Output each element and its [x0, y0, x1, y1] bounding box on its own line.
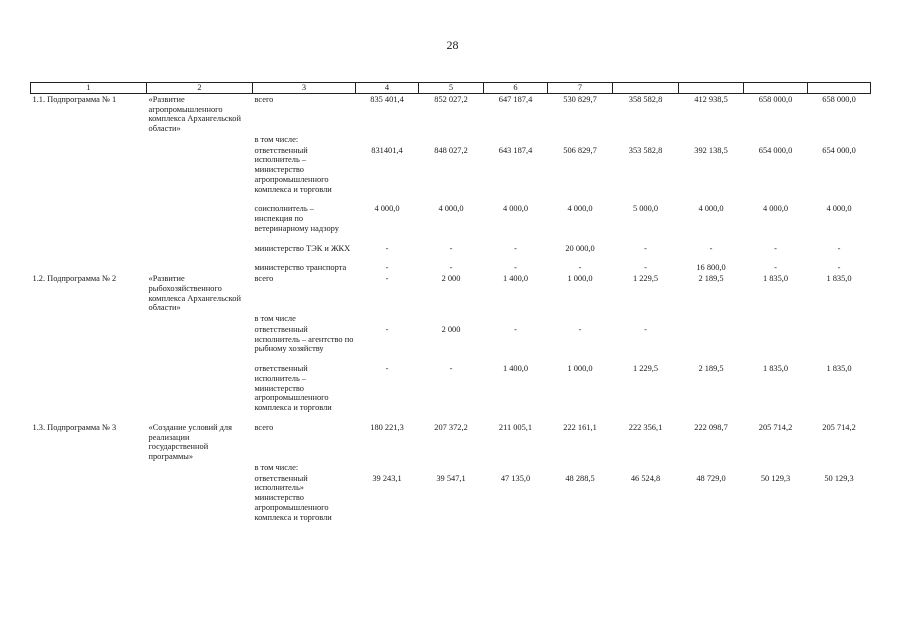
- subprogram-name-cell: «Развитие рыбохозяйственного комплекса Архангельской области»: [148, 274, 241, 313]
- column-header: 6: [484, 83, 548, 94]
- amount-cell: 392 138,5: [694, 145, 728, 155]
- subprogram-name-cell: «Создание условий для реализации государственной программы»: [148, 422, 232, 461]
- executor-cell: всего: [254, 274, 274, 283]
- table-row: [31, 273, 871, 313]
- table-row: [31, 422, 871, 462]
- amount-cell: [808, 313, 871, 324]
- amount-cell: [808, 134, 871, 145]
- amount-cell: 16 800,0: [696, 263, 726, 273]
- amount-cell: 358 582,8: [628, 94, 663, 104]
- subprogram-name-cell: [147, 243, 253, 254]
- subprogram-name-cell: [147, 145, 253, 195]
- amount-cell: [679, 313, 744, 324]
- amount-cell: -: [578, 324, 582, 334]
- executor-cell: всего: [254, 422, 274, 432]
- spacer-row: [31, 354, 871, 363]
- table-row: [31, 462, 871, 473]
- amount-cell: 2 000: [441, 324, 461, 334]
- amount-cell: -: [385, 243, 389, 253]
- subprogram-number-cell: 1.1. Подпрограмма № 1: [32, 94, 117, 104]
- amount-cell: -: [774, 243, 777, 253]
- amount-cell: 222 356,1: [628, 422, 663, 432]
- amount-cell: 46 524,8: [630, 473, 661, 483]
- amount-cell: 4 000,0: [438, 204, 464, 214]
- amount-cell: -: [449, 243, 453, 253]
- amount-cell: -: [449, 263, 453, 273]
- amount-cell: 654 000,0: [822, 145, 856, 155]
- amount-cell: -: [514, 243, 517, 253]
- amount-cell: 506 829,7: [563, 145, 597, 155]
- amount-cell: 658 000,0: [758, 94, 793, 104]
- amount-cell: [744, 462, 808, 473]
- amount-cell: 852 027,2: [434, 94, 468, 104]
- amount-cell: 205 714,2: [758, 422, 793, 432]
- subprogram-name-cell: [147, 473, 253, 523]
- amount-cell: 1 400,0: [502, 364, 529, 373]
- amount-cell: -: [385, 274, 389, 283]
- amount-cell: 50 129,3: [824, 473, 854, 483]
- column-header: [808, 83, 871, 94]
- amount-cell: 4 000,0: [762, 204, 789, 214]
- amount-cell: -: [385, 324, 389, 334]
- column-header: 1: [31, 83, 147, 94]
- table-row: [31, 262, 871, 273]
- amount-cell: 222 161,1: [563, 422, 597, 432]
- column-header: [613, 83, 679, 94]
- amount-cell: 1 835,0: [762, 274, 789, 283]
- amount-cell: 2 000: [441, 274, 461, 283]
- amount-cell: [484, 462, 548, 473]
- column-header: 2: [147, 83, 253, 94]
- spacer-row: [31, 194, 871, 203]
- amount-cell: -: [385, 263, 389, 273]
- amount-cell: 647 187,4: [498, 94, 533, 104]
- column-header: 4: [356, 83, 419, 94]
- amount-cell: 848 027,2: [434, 145, 468, 155]
- executor-cell: ответственный исполнитель – агентство по рыбному хозяйству: [254, 324, 354, 354]
- amount-cell: [679, 324, 744, 354]
- amount-cell: -: [774, 263, 777, 273]
- executor-cell: ответственный исполнитель» министерство агропромышленного комплекса и торговли: [254, 473, 332, 522]
- subprogram-number-cell: [31, 262, 147, 273]
- amount-cell: [744, 313, 808, 324]
- spacer-cell: [31, 234, 871, 243]
- amount-cell: [356, 462, 419, 473]
- subprogram-name-cell: [147, 363, 253, 413]
- amount-cell: -: [644, 243, 647, 253]
- table-body: [31, 93, 871, 522]
- subprogram-number-cell: [31, 313, 147, 324]
- subprogram-number-cell: [31, 473, 147, 523]
- table-row: [31, 324, 871, 354]
- amount-cell: [613, 313, 679, 324]
- amount-cell: -: [514, 324, 517, 334]
- spacer-row: [31, 234, 871, 243]
- amount-cell: 1 000,0: [567, 274, 593, 283]
- subprogram-number-cell: 1.2. Подпрограмма № 2: [32, 274, 117, 283]
- amount-cell: 39 243,1: [372, 473, 402, 483]
- amount-cell: [808, 462, 871, 473]
- amount-cell: [679, 134, 744, 145]
- amount-cell: -: [709, 243, 713, 253]
- amount-cell: 353 582,8: [628, 145, 663, 155]
- executor-cell: всего: [254, 94, 274, 104]
- executor-cell: ответственный исполнитель – министерство агропромышленного комплекса и торговли: [254, 364, 332, 412]
- amount-cell: 1 229,5: [632, 364, 659, 373]
- amount-cell: [419, 313, 484, 324]
- subprogram-number-cell: [31, 324, 147, 354]
- subprogram-number-cell: [31, 363, 147, 413]
- amount-cell: -: [449, 364, 453, 373]
- subprogram-name-cell: [147, 462, 253, 473]
- amount-cell: 50 129,3: [760, 473, 791, 483]
- executor-cell: в том числе:: [254, 462, 299, 472]
- table-row: [31, 243, 871, 254]
- amount-cell: [419, 134, 484, 145]
- amount-cell: [808, 324, 871, 354]
- amount-cell: 643 187,4: [498, 145, 533, 155]
- amount-cell: [613, 462, 679, 473]
- amount-cell: 1 835,0: [762, 364, 789, 373]
- amount-cell: [679, 462, 744, 473]
- column-header: [679, 83, 744, 94]
- amount-cell: 1 400,0: [502, 274, 529, 283]
- spacer-cell: [31, 253, 871, 262]
- column-header: 7: [548, 83, 613, 94]
- subprogram-number-cell: [31, 462, 147, 473]
- amount-cell: 1 835,0: [826, 364, 852, 373]
- spacer-cell: [31, 354, 871, 363]
- executor-cell: ответственный исполнитель – министерство агропромышленного комплекса и торговли: [254, 145, 332, 194]
- amount-cell: 2 189,5: [698, 274, 724, 283]
- amount-cell: -: [514, 263, 517, 273]
- amount-cell: [744, 324, 808, 354]
- amount-cell: 20 000,0: [565, 243, 595, 253]
- spacer-row: [31, 413, 871, 422]
- table-row: [31, 145, 871, 195]
- amount-cell: [356, 134, 419, 145]
- column-header-row: [31, 83, 871, 94]
- amount-cell: 831401,4: [371, 145, 403, 155]
- column-header: 5: [419, 83, 484, 94]
- executor-cell: соисполнитель – инспекция по ветеринарному надзору: [254, 204, 339, 233]
- amount-cell: 211 005,1: [498, 422, 533, 432]
- amount-cell: 4 000,0: [826, 204, 852, 214]
- amount-cell: 48 729,0: [696, 473, 726, 483]
- amount-cell: 47 135,0: [500, 473, 531, 483]
- page-number: 28: [446, 38, 459, 52]
- amount-cell: 222 098,7: [694, 422, 728, 432]
- amount-cell: 207 372,2: [434, 422, 468, 432]
- amount-cell: [548, 462, 613, 473]
- table-row: [31, 473, 871, 523]
- subprogram-name-cell: [147, 134, 253, 145]
- subprogram-number-cell: [31, 243, 147, 254]
- spacer-cell: [31, 413, 871, 422]
- subprogram-name-cell: [147, 203, 253, 233]
- amount-cell: 205 714,2: [822, 422, 856, 432]
- amount-cell: 1 000,0: [567, 364, 593, 373]
- executor-cell: министерство транспорта: [254, 263, 347, 273]
- amount-cell: [613, 134, 679, 145]
- amount-cell: 530 829,7: [563, 94, 597, 104]
- table-row: [31, 363, 871, 413]
- subprogram-name-cell: «Развитие агропромышленного комплекса Архангельской области»: [148, 94, 241, 133]
- executor-cell: в том числе:: [254, 134, 299, 144]
- column-header: [744, 83, 808, 94]
- column-header: 3: [253, 83, 356, 94]
- amount-cell: 2 189,5: [698, 364, 724, 373]
- amount-cell: [484, 313, 548, 324]
- amount-cell: 412 938,5: [694, 94, 728, 104]
- amount-cell: 1 229,5: [632, 274, 659, 283]
- subprogram-number-cell: 1.3. Подпрограмма № 3: [32, 422, 117, 432]
- spacer-cell: [31, 194, 871, 203]
- amount-cell: 4 000,0: [374, 204, 400, 214]
- amount-cell: 4 000,0: [567, 204, 593, 214]
- subprogram-number-cell: [31, 134, 147, 145]
- table-row: [31, 134, 871, 145]
- subprogram-name-cell: [147, 313, 253, 324]
- amount-cell: -: [644, 324, 647, 334]
- amount-cell: 1 835,0: [826, 274, 852, 283]
- amount-cell: -: [837, 243, 841, 253]
- amount-cell: [484, 134, 548, 145]
- amount-cell: 658 000,0: [822, 94, 856, 104]
- amount-cell: [744, 134, 808, 145]
- amount-cell: [419, 462, 484, 473]
- amount-cell: [548, 134, 613, 145]
- table-row: [31, 203, 871, 233]
- subprogram-name-cell: [147, 262, 253, 273]
- amount-cell: 4 000,0: [698, 204, 724, 214]
- subprogram-name-cell: [147, 324, 253, 354]
- amount-cell: 48 288,5: [565, 473, 595, 483]
- table-row: [31, 313, 871, 324]
- spacer-row: [31, 253, 871, 262]
- amount-cell: [356, 313, 419, 324]
- subprogram-number-cell: [31, 203, 147, 233]
- amount-cell: 180 221,3: [370, 422, 404, 432]
- table-row: [31, 93, 871, 134]
- amount-cell: 4 000,0: [502, 204, 529, 214]
- subprogram-number-cell: [31, 145, 147, 195]
- amount-cell: 39 547,1: [436, 473, 466, 483]
- amount-cell: -: [578, 263, 582, 273]
- amount-cell: -: [385, 364, 389, 373]
- budget-table: [30, 82, 871, 522]
- amount-cell: -: [644, 263, 647, 273]
- amount-cell: -: [837, 263, 841, 273]
- amount-cell: [548, 313, 613, 324]
- amount-cell: 5 000,0: [632, 204, 659, 214]
- amount-cell: 654 000,0: [758, 145, 793, 155]
- executor-cell: министерство ТЭК и ЖКХ: [254, 243, 351, 253]
- executor-cell: в том числе: [254, 314, 296, 323]
- amount-cell: 835 401,4: [370, 94, 404, 104]
